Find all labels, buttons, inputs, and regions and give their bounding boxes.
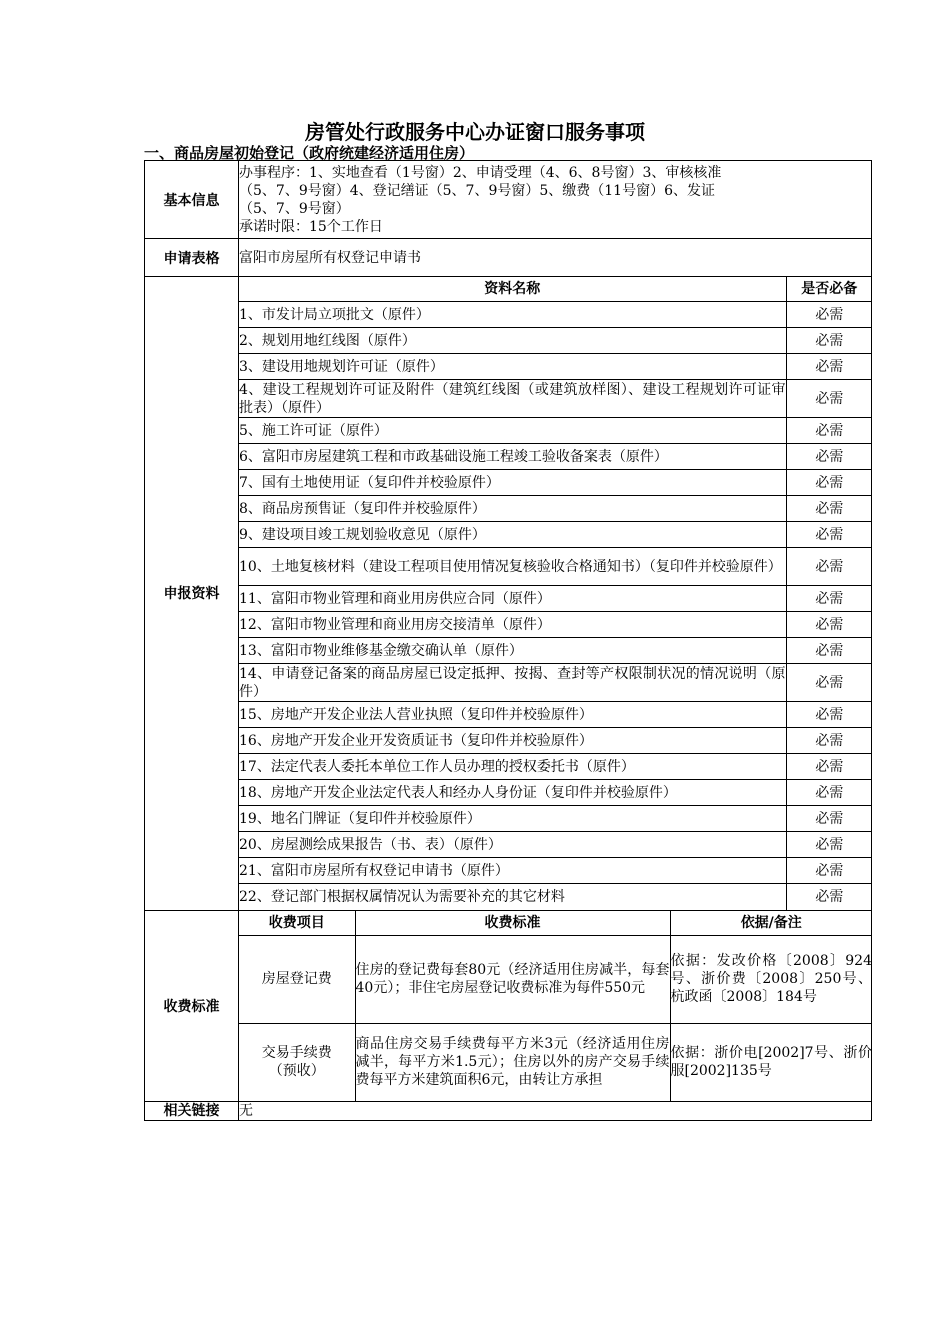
table-row xyxy=(239,858,872,884)
fee-item xyxy=(239,935,355,1023)
material-required: 必需 xyxy=(786,702,872,728)
materials-cell xyxy=(239,277,872,911)
material-name: 12、富阳市物业管理和商业用房交接清单（原件） xyxy=(239,612,786,638)
material-required: 必需 xyxy=(786,470,872,496)
header-fee-standard: 收费标准 xyxy=(355,911,670,936)
fee-item-note: （预收） xyxy=(268,1063,325,1080)
fees-row xyxy=(145,910,872,1102)
material-required: 必需 xyxy=(786,780,872,806)
table-row xyxy=(239,522,872,548)
table-row xyxy=(239,728,872,754)
basic-info-content xyxy=(239,161,872,239)
links-label: 相关链接 xyxy=(145,1102,239,1121)
basic-info-label: 基本信息 xyxy=(145,161,239,239)
material-required: 必需 xyxy=(786,380,872,418)
fees-cell xyxy=(239,910,872,1102)
fee-basis: 依据：发改价格〔2008〕924号、浙价费〔2008〕250号、杭政函〔2008〕184号 xyxy=(670,935,872,1023)
material-name: 9、建设项目竣工规划验收意见（原件） xyxy=(239,522,786,548)
fee-item xyxy=(239,1023,355,1101)
fee-standard: 商品住房交易手续费每平方米3元（经济适用住房减半，每平方米1.5元）；住房以外的房产交易手续费每平方米建筑面积6元，由转让方承担 xyxy=(355,1023,670,1101)
material-name: 13、富阳市物业维修基金缴交确认单（原件） xyxy=(239,638,786,664)
material-required: 必需 xyxy=(786,548,872,586)
table-row xyxy=(239,444,872,470)
table-row xyxy=(239,328,872,354)
service-table xyxy=(144,160,872,1121)
material-name: 10、土地复核材料（建设工程项目使用情况复核验收合格通知书）（复印件并校验原件） xyxy=(239,548,786,586)
material-name: 1、市发计局立项批文（原件） xyxy=(239,302,786,328)
material-required: 必需 xyxy=(786,754,872,780)
page-title: 房管处行政服务中心办证窗口服务事项 xyxy=(305,120,645,144)
links-row xyxy=(145,1102,872,1121)
material-name: 4、建设工程规划许可证及附件（建筑红线图（或建筑放样图）、建设工程规划许可证审批表）（原件） xyxy=(239,381,786,416)
material-required: 必需 xyxy=(786,496,872,522)
table-row xyxy=(239,612,872,638)
basic-info-row xyxy=(145,161,872,239)
table-row xyxy=(239,935,872,1023)
material-required: 必需 xyxy=(786,638,872,664)
material-name: 19、地名门牌证（复印件并校验原件） xyxy=(239,806,786,832)
material-name: 3、建设用地规划许可证（原件） xyxy=(239,354,786,380)
table-row xyxy=(239,702,872,728)
table-row xyxy=(239,638,872,664)
table-row xyxy=(239,470,872,496)
material-required: 必需 xyxy=(786,302,872,328)
header-material-name: 资料名称 xyxy=(239,277,786,302)
table-row xyxy=(239,302,872,328)
materials-label: 申报资料 xyxy=(145,277,239,911)
table-row xyxy=(239,664,872,702)
fee-basis: 依据：浙价电[2002]7号、浙价服[2002]135号 xyxy=(670,1023,872,1101)
material-required: 必需 xyxy=(786,884,872,910)
fees-label: 收费标准 xyxy=(145,910,239,1102)
table-row xyxy=(239,884,872,910)
procedure-line: 办事程序：1、实地查看（1号窗）2、申请受理（4、6、8号窗）3、审核核准 xyxy=(239,164,722,181)
material-name: 15、房地产开发企业法人营业执照（复印件并校验原件） xyxy=(239,702,786,728)
table-row xyxy=(239,380,872,418)
material-required: 必需 xyxy=(786,328,872,354)
fee-item-name: 房屋登记费 xyxy=(261,971,332,987)
materials-header-row xyxy=(239,277,872,302)
fees-table xyxy=(239,911,872,1102)
material-name: 2、规划用地红线图（原件） xyxy=(239,328,786,354)
material-required: 必需 xyxy=(786,612,872,638)
material-name: 20、房屋测绘成果报告（书、表）（原件） xyxy=(239,832,786,858)
material-required: 必需 xyxy=(786,418,872,444)
application-form-row xyxy=(145,239,872,277)
material-name: 5、施工许可证（原件） xyxy=(239,418,786,444)
section-heading: 一、商品房屋初始登记（政府统建经济适用住房） xyxy=(144,144,475,162)
material-name: 6、富阳市房屋建筑工程和市政基础设施工程竣工验收备案表（原件） xyxy=(239,444,786,470)
table-row xyxy=(239,548,872,586)
material-name: 8、商品房预售证（复印件并校验原件） xyxy=(239,496,786,522)
procedure-line: （5、7、9号窗）4、登记缮证（5、7、9号窗）5、缴费（11号窗）6、发证 xyxy=(239,182,715,199)
table-row xyxy=(239,806,872,832)
table-row xyxy=(239,354,872,380)
material-name: 14、申请登记备案的商品房屋已设定抵押、按揭、查封等产权限制状况的情况说明（原件） xyxy=(239,665,786,700)
fee-item-name: 交易手续费 xyxy=(261,1045,332,1062)
application-form-label: 申请表格 xyxy=(145,239,239,277)
material-name: 16、房地产开发企业开发资质证书（复印件并校验原件） xyxy=(239,728,786,754)
table-row xyxy=(239,832,872,858)
materials-row xyxy=(145,277,872,911)
material-required: 必需 xyxy=(786,354,872,380)
header-fee-basis: 依据/备注 xyxy=(670,911,872,936)
materials-table xyxy=(239,277,872,910)
table-row xyxy=(239,418,872,444)
material-required: 必需 xyxy=(786,728,872,754)
links-value: 无 xyxy=(239,1102,872,1121)
material-name: 11、富阳市物业管理和商业用房供应合同（原件） xyxy=(239,586,786,612)
material-required: 必需 xyxy=(786,586,872,612)
fees-header-row xyxy=(239,911,872,936)
material-name: 18、房地产开发企业法定代表人和经办人身份证（复印件并校验原件） xyxy=(239,780,786,806)
material-required: 必需 xyxy=(786,522,872,548)
material-name: 7、国有土地使用证（复印件并校验原件） xyxy=(239,470,786,496)
table-row xyxy=(239,586,872,612)
application-form-value: 富阳市房屋所有权登记申请书 xyxy=(239,239,872,277)
header-required: 是否必备 xyxy=(786,277,872,302)
table-row xyxy=(239,780,872,806)
material-required: 必需 xyxy=(786,858,872,884)
material-name: 17、法定代表人委托本单位工作人员办理的授权委托书（原件） xyxy=(239,754,786,780)
table-row xyxy=(239,496,872,522)
table-row xyxy=(239,754,872,780)
table-row xyxy=(239,1023,872,1101)
header-fee-item: 收费项目 xyxy=(239,911,355,936)
procedure-line: （5、7、9号窗） xyxy=(239,200,350,217)
material-required: 必需 xyxy=(786,832,872,858)
material-name: 21、富阳市房屋所有权登记申请书（原件） xyxy=(239,858,786,884)
material-required: 必需 xyxy=(786,806,872,832)
material-required: 必需 xyxy=(786,444,872,470)
time-limit: 承诺时限：15个工作日 xyxy=(239,218,383,235)
material-name: 22、登记部门根据权属情况认为需要补充的其它材料 xyxy=(239,884,786,910)
material-required: 必需 xyxy=(786,664,872,702)
fee-standard: 住房的登记费每套80元（经济适用住房减半，每套40元）；非住宅房屋登记收费标准为每件550元 xyxy=(355,935,670,1023)
